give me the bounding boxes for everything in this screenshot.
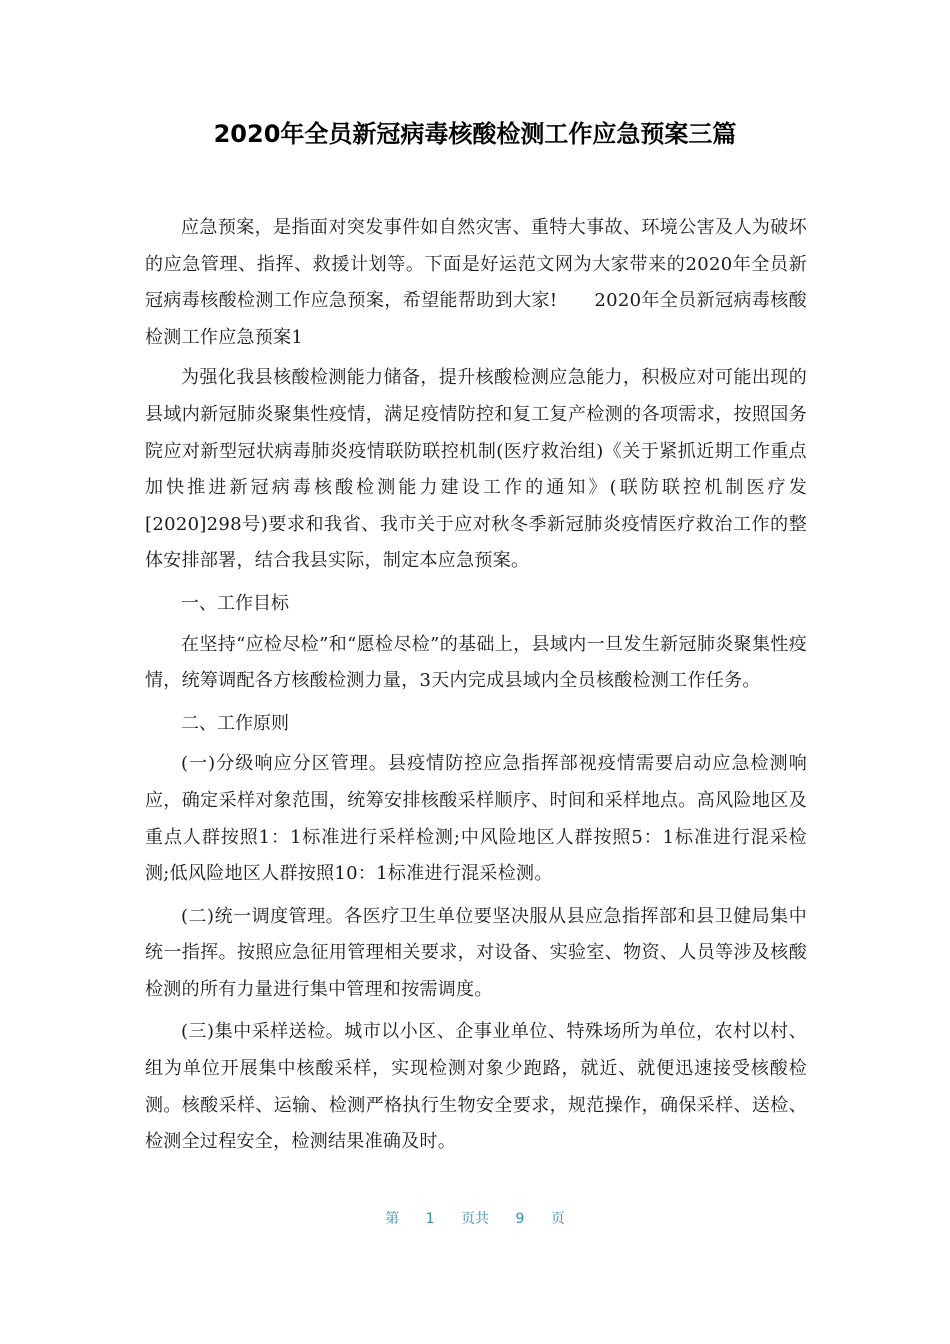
section-heading-goals: 一、工作目标 [181,592,289,614]
intro-paragraph: 应急预案，是指面对突发事件如自然灾害、重特大事故、环境公害及人为破坏的应急管理、指挥、救援计划等。下面是好运范文网为大家带来的2020年全员新冠病毒核酸检测工作应急预案，希望能帮助到大家! 2020年全员新冠病毒核酸检测工作应急预案1 [145,217,807,348]
page-footer [0,1208,950,1228]
document-title: 2020年全员新冠病毒核酸检测工作应急预案三篇 [213,120,737,148]
footer-total-pages: 9 [515,1211,525,1227]
footer-label-end: 页 [550,1211,565,1227]
purpose-paragraph: 为强化我县核酸检测能力储备，提升核酸检测应急能力，积极应对可能出现的县域内新冠肺炎聚集性疫情，满足疫情防控和复工复产检测的各项需求，按照国务院应对新型冠状病毒肺炎疫情联防联控机制(医疗救治组)《关于紧抓近期工作重点加快推进新冠病毒核酸检测能力建设工作的通知》(联防联控机制医疗发[2020]298号)要求和我省、我市关于应对秋冬季新冠肺炎疫情医疗救治工作的整体安排部署，结合我县实际，制定本应急预案。 [145,367,807,572]
section-heading-principles: 二、工作原则 [181,712,289,734]
document-body [145,210,807,1167]
footer-label-of: 页共 [461,1211,489,1227]
footer-current-page: 1 [425,1211,435,1227]
principle-paragraph-3: (三)集中采样送检。城市以小区、企事业单位、特殊场所为单位，农村以村、组为单位开展集中核酸采样，实现检测对象少跑路，就近、就便迅速接受核酸检测。核酸采样、运输、检测严格执行生物安全要求，规范操作，确保采样、送检、检测全过程安全，检测结果准确及时。 [145,1021,807,1153]
principle-paragraph-2: (二)统一调度管理。各医疗卫生单位要坚决服从县应急指挥部和县卫健局集中统一指挥。按照应急征用管理相关要求，对设备、实验室、物资、人员等涉及核酸检测的所有力量进行集中管理和按需调度。 [145,905,807,1000]
footer-label-page: 第 [385,1211,400,1227]
principle-paragraph-1: (一)分级响应分区管理。县疫情防控应急指挥部视疫情需要启动应急检测响应，确定采样对象范围，统筹安排核酸采样顺序、时间和采样地点。高风险地区及重点人群按照1：1标准进行采样检测;中风险地区人群按照5：1标准进行混采检测;低风险地区人群按照10：1标准进行混采检测。 [145,753,807,885]
goals-paragraph: 在坚持“应检尽检”和“愿检尽检”的基础上，县域内一旦发生新冠肺炎聚集性疫情，统筹调配各方核酸检测力量，3天内完成县域内全员核酸检测工作任务。 [145,633,807,692]
